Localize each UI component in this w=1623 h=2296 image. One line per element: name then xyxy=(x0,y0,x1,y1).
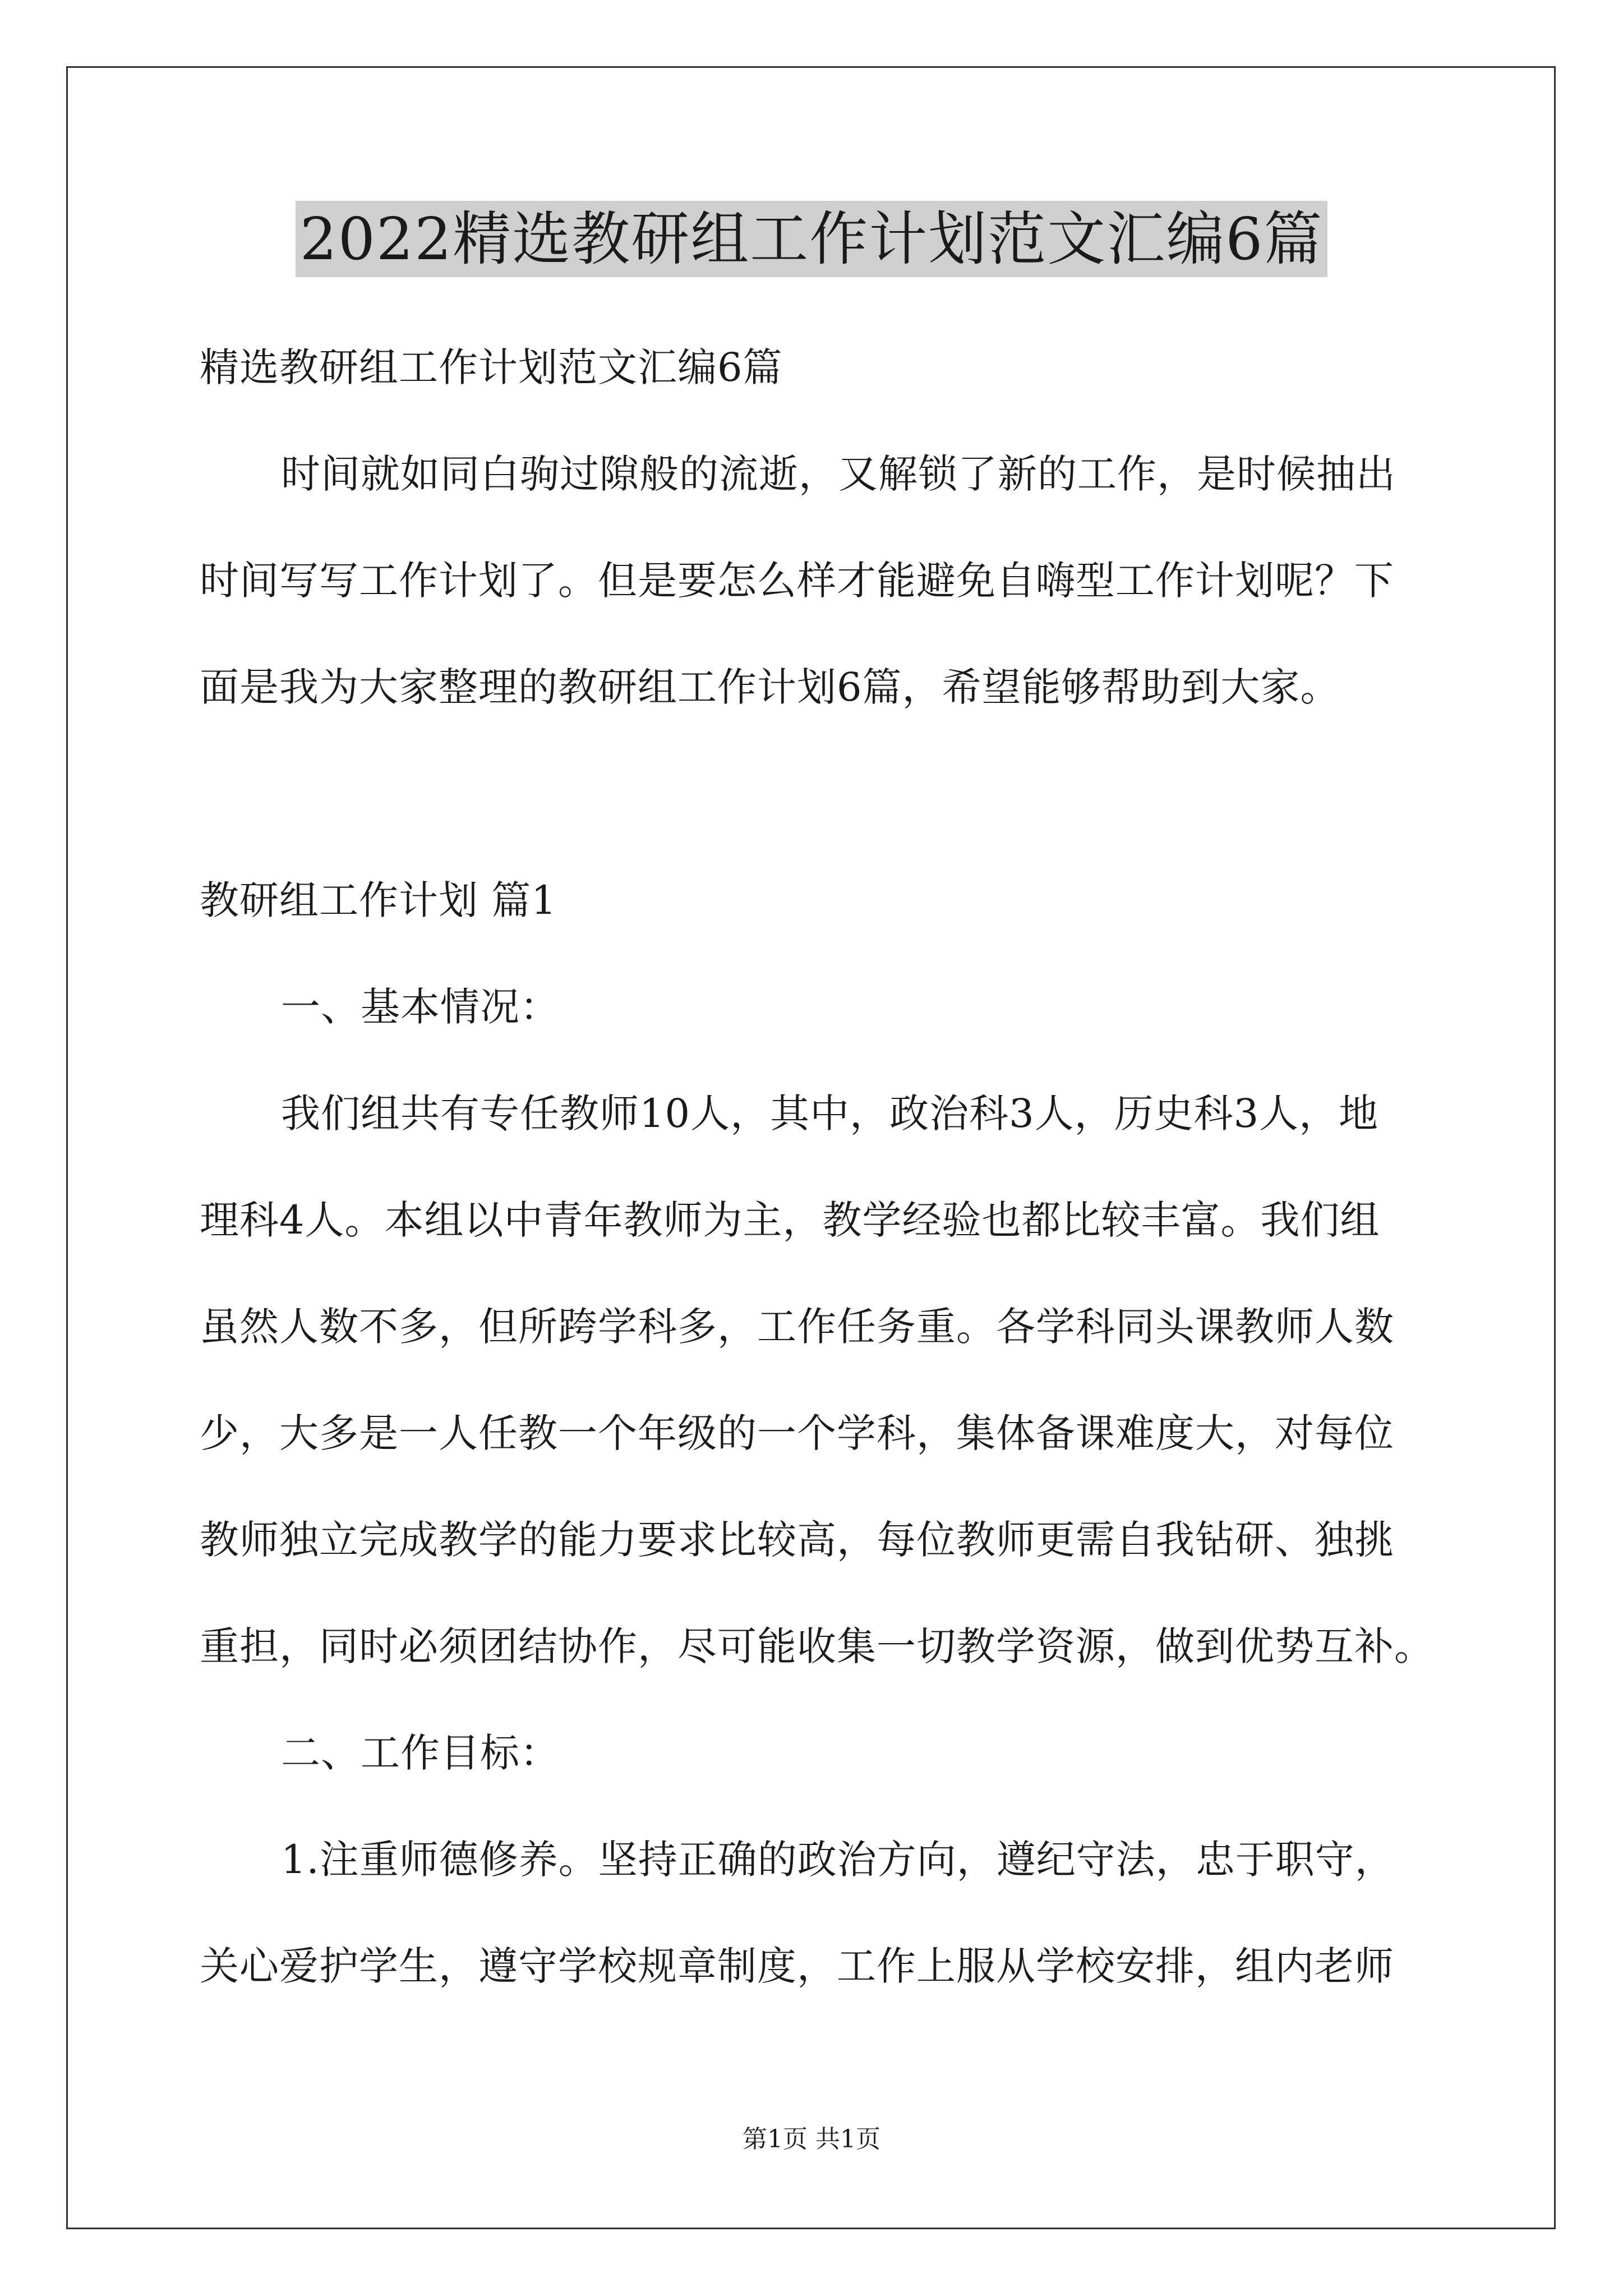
heading-basic-situation: 一、基本情况： xyxy=(281,984,560,1030)
goal-line-2: 关心爱护学生，遵守学校规章制度，工作上服从学校安排，组内老师 xyxy=(200,1943,1394,1989)
page-footer: 第1页 共1页 xyxy=(743,2125,880,2154)
section-heading: 教研组工作计划 篇1 xyxy=(200,877,557,923)
intro-line-3: 面是我为大家整理的教研组工作计划6篇，希望能够帮助到大家。 xyxy=(200,664,1340,710)
basic-line-3: 虽然人数不多，但所跨学科多，工作任务重。各学科同头课教师人数 xyxy=(200,1304,1394,1350)
document-title: 2022精选教研组工作计划范文汇编6篇 xyxy=(296,201,1328,277)
basic-line-5: 教师独立完成教学的能力要求比较高，每位教师更需自我钻研、独挑 xyxy=(200,1517,1394,1563)
document-body xyxy=(200,314,1433,2019)
title-container xyxy=(0,201,1623,277)
heading-work-goals: 二、工作目标： xyxy=(281,1730,560,1776)
intro-line-1: 时间就如同白驹过隙般的流逝，又解锁了新的工作，是时候抽出 xyxy=(281,451,1396,497)
document-subtitle: 精选教研组工作计划范文汇编6篇 xyxy=(200,344,783,390)
basic-line-4: 少，大多是一人任教一个年级的一个学科，集体备课难度大，对每位 xyxy=(200,1410,1394,1456)
intro-line-2: 时间写写工作计划了。但是要怎么样才能避免自嗨型工作计划呢？下 xyxy=(200,558,1394,604)
blank-line xyxy=(200,740,1433,847)
basic-line-2: 理科4人。本组以中青年教师为主，教学经验也都比较丰富。我们组 xyxy=(200,1197,1380,1243)
basic-line-6: 重担，同时必须团结协作，尽可能收集一切教学资源，做到优势互补。 xyxy=(200,1623,1434,1669)
basic-line-1: 我们组共有专任教师10人，其中，政治科3人，历史科3人，地 xyxy=(281,1091,1379,1137)
goal-line-1: 1.注重师德修养。坚持正确的政治方向，遵纪守法，忠于职守， xyxy=(281,1837,1395,1883)
